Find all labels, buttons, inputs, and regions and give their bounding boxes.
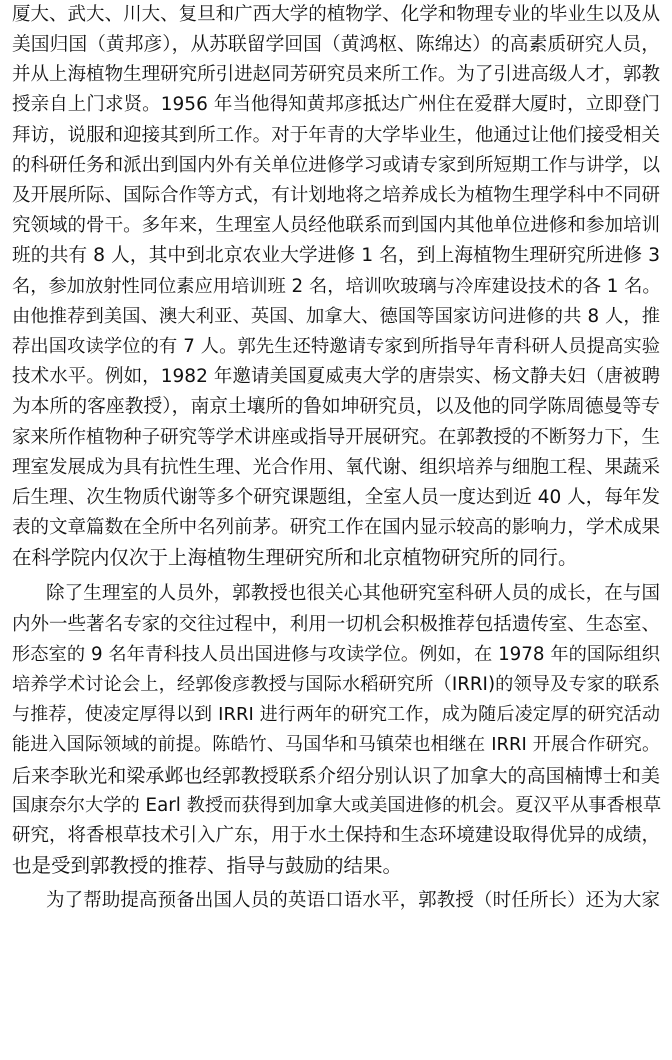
paragraph-first-line: 为了帮助提高预备出国人员的英语口语水平，郭教授（时任所长）还为大家 [46, 890, 660, 911]
text-line: 为本所的客座教授），南京土壤所的鲁如坤研究员，以及他的同学陈周德曼等专 [12, 396, 660, 417]
text-line: 由他推荐到美国、澳大利亚、英国、加拿大、德国等国家访问进修的共 8 人，推 [12, 306, 660, 327]
text-line: 后来李耿光和梁承邺也经郭教授联系介绍分别认识了加拿大的高国楠博士和美 [12, 765, 660, 787]
text-line: 后生理、次生物质代谢等多个研究课题组，全室人员一度达到近 40 人，每年发 [12, 487, 660, 508]
paragraph-first-line: 除了生理室的人员外，郭教授也很关心其他研究室科研人员的成长，在与国 [46, 583, 660, 604]
text-line: 内外一些著名专家的交往过程中，利用一切机会积极推荐包括遗传室、生态室、 [12, 614, 660, 635]
text-line: 究领域的骨干。多年来，生理室人员经他联系而到国内其他单位进修和参加培训 [12, 215, 660, 236]
text-line: 拜访，说服和迎接其到所工作。对于年青的大学毕业生，他通过让他们接受相关 [12, 125, 660, 146]
text-line: 及开展所际、国际合作等方式，有计划地将之培养成长为植物生理学科中不同研 [12, 185, 660, 206]
text-line: 研究，将香根草技术引入广东，用于水土保持和生态环境建设取得优异的成绩， [12, 825, 660, 846]
text-line: 并从上海植物生理研究所引进赵同芳研究员来所工作。为了引进高级人才，郭教 [12, 64, 660, 85]
text-line: 能进入国际领域的前提。陈皓竹、马国华和马镇荣也相继在 IRRI 开展合作研究。 [12, 734, 660, 755]
text-line: 也是受到郭教授的推荐、指导与鼓励的结果。 [12, 854, 403, 877]
text-line: 名，参加放射性同位素应用培训班 2 名，培训吹玻璃与冷库建设技术的各 1 名。 [12, 276, 661, 297]
text-line: 授亲自上门求贤。1956 年当他得知黄邦彦抵达广州住在爱群大厦时，立即登门 [12, 94, 660, 115]
text-line: 荐出国攻读学位的有 7 人。郭先生还特邀请专家到所指导年青科研人员提高实验 [12, 336, 660, 357]
text-line: 美国归国（黄邦彦），从苏联留学回国（黄鸿枢、陈绵达）的高素质研究人员， [12, 34, 660, 55]
text-line: 的科研任务和派出到国内外有关单位进修学习或请专家到所短期工作与讲学，以 [12, 155, 660, 176]
text-line: 厦大、武大、川大、复旦和广西大学的植物学、化学和物理专业的毕业生以及从 [12, 4, 660, 25]
text-line: 理室发展成为具有抗性生理、光合作用、氧代谢、组织培养与细胞工程、果蔬采 [12, 457, 660, 478]
text-line: 形态室的 9 名年青科技人员出国进修与攻读学位。例如，在 1978 年的国际组织 [12, 644, 660, 665]
text-line: 与推荐，使凌定厚得以到 IRRI 进行两年的研究工作，成为随后凌定厚的研究活动 [12, 704, 660, 725]
text-line: 技术水平。例如，1982 年邀请美国夏威夷大学的唐崇实、杨文静夫妇（唐被聘 [12, 366, 660, 387]
text-line: 培养学术讨论会上，经郭俊彦教授与国际水稻研究所（IRRI)的领导及专家的联系 [12, 674, 660, 695]
text-line: 国康奈尔大学的 Earl 教授而获得到加拿大或美国进修的机会。夏汉平从事香根草 [12, 795, 662, 816]
text-line: 班的共有 8 人，其中到北京农业大学进修 1 名，到上海植物生理研究所进修 3 [12, 245, 660, 266]
text-line: 在科学院内仅次于上海植物生理研究所和北京植物研究所的同行。 [12, 546, 578, 569]
text-line: 表的文章篇数在全所中名列前茅。研究工作在国内显示较高的影响力，学术成果 [12, 517, 660, 538]
text-line: 家来所作植物种子研究等学术讲座或指导开展研究。在郭教授的不断努力下，生 [12, 427, 660, 448]
